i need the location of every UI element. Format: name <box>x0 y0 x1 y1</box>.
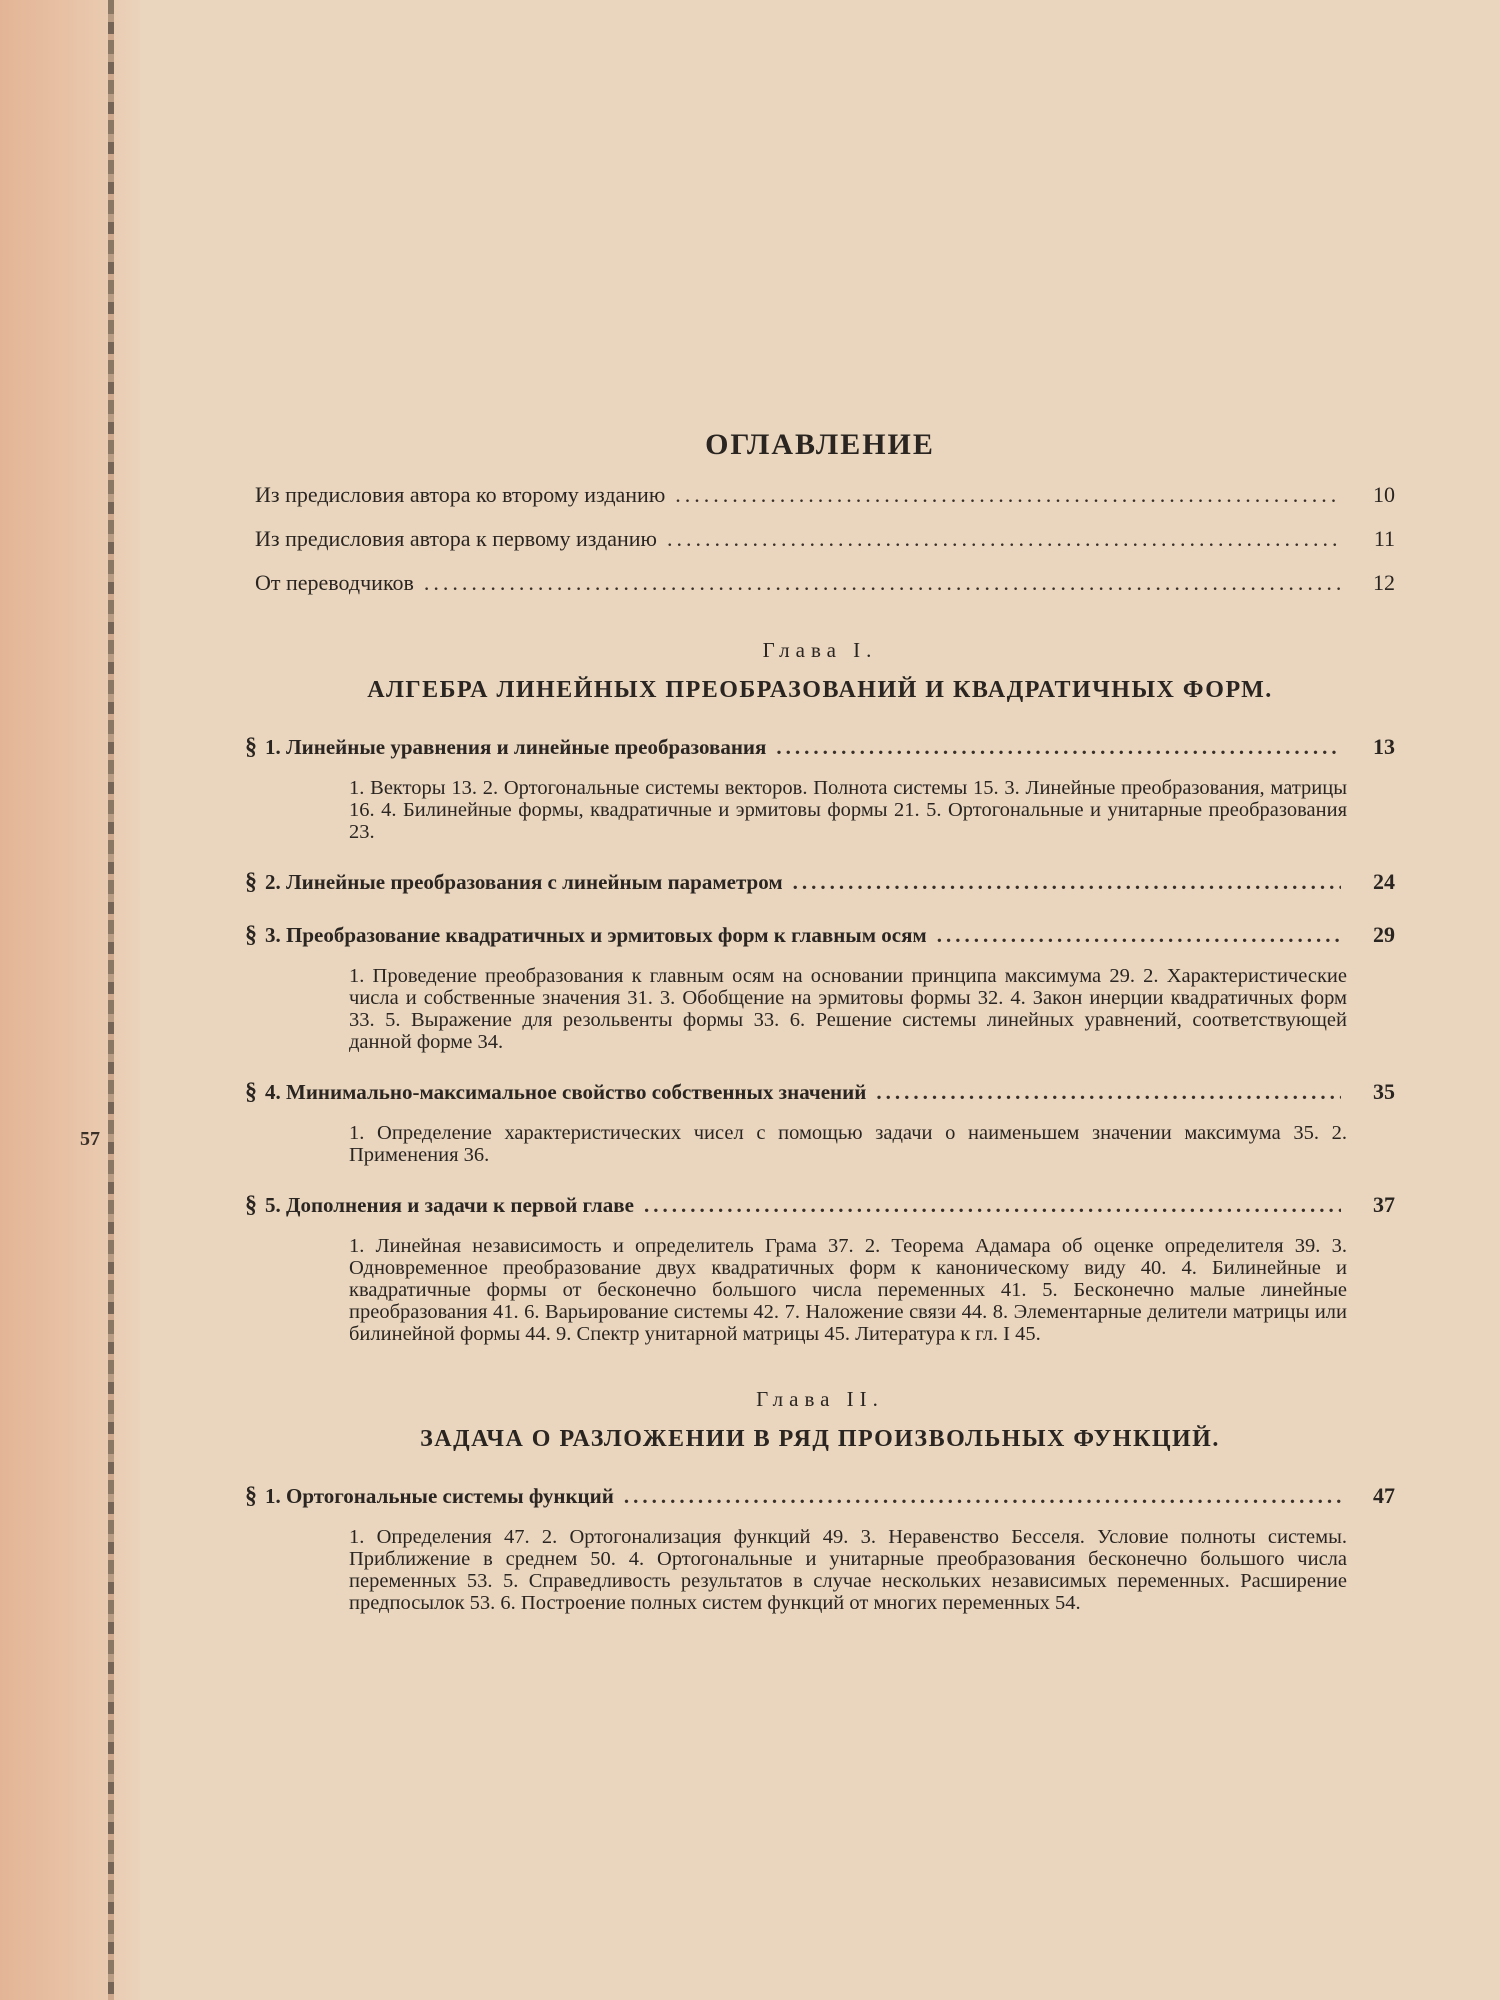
entry-label: Из предисловия автора к первому изданию <box>255 526 657 551</box>
table-of-contents <box>245 420 1395 1640</box>
dot-leader <box>624 1484 1341 1509</box>
section-page: 35 <box>1373 1079 1395 1104</box>
section-page: 47 <box>1373 1483 1395 1508</box>
section-summary: 1. Определение характеристических чисел с помощью задачи о наименьшем значении максимума 35. 2. Применения 36. <box>349 1122 1347 1166</box>
section-number: 5. <box>265 1193 281 1217</box>
section-summary: 1. Линейная независимость и определитель Грама 37. 2. Теорема Адамара об оценке определителя 39. 3. Одновременное преобразование двух квадратичных форм к каноническому виду 40. 4. Билинейные и квадратичные формы от бесконечно большого числа переменных 41. 5. Бесконечно малые линейные преобразования 41. 6. Варьирование системы 42. 7. Наложение связи 44. 8. Элементарные делители матрицы или билинейной формы 44. 9. Спектр унитарной матрицы 45. Литература к гл. I 45. <box>349 1235 1347 1345</box>
section-title: Минимально-максимальное свойство собственных значений <box>286 1080 867 1104</box>
section-summary: 1. Проведение преобразования к главным осям на основании принципа максимума 29. 2. Характеристические числа и собственные значения 31. 3. Обобщение на эрмитовы формы 32. 4. Закон инерции квадратичных форм 33. 5. Выражение для резольвенты формы 33. 6. Решение системы линейных уравнений, соответствующей данной форме 34. <box>349 965 1347 1053</box>
section-number: 1. <box>265 1484 281 1508</box>
dot-leader <box>937 923 1341 948</box>
section-sign-icon: § <box>245 1192 257 1218</box>
entry-label: Из предисловия автора ко второму изданию <box>255 482 666 507</box>
toc-entry-preface-2nd <box>255 482 1395 508</box>
chapter-title: АЛГЕБРА ЛИНЕЙНЫХ ПРЕОБРАЗОВАНИЙ И КВАДРАТИЧНЫХ ФОРМ. <box>367 677 1273 703</box>
toc-entry-preface-1st <box>255 526 1395 552</box>
section-sign-icon: § <box>245 869 257 895</box>
section-1-1 <box>245 734 1395 843</box>
section-title: Дополнения и задачи к первой главе <box>286 1193 634 1217</box>
dot-leader <box>675 482 1341 508</box>
chapter-title: ЗАДАЧА О РАЗЛОЖЕНИИ В РЯД ПРОИЗВОЛЬНЫХ ФУНКЦИЙ. <box>420 1426 1220 1452</box>
section-summary: 1. Определения 47. 2. Ортогонализация функций 49. 3. Неравенство Бесселя. Условие полноты системы. Приближение в среднем 50. 4. Ортогональные и унитарные преобразования бесконечно большого числа переменных 53. 5. Справедливость результатов в случае нескольких независимых переменных. Расширение предпосылок 53. 6. Построение полных систем функций от многих переменных 54. <box>349 1526 1347 1614</box>
entry-label: От переводчиков <box>255 570 414 595</box>
section-number: 4. <box>265 1080 281 1104</box>
entry-page: 10 <box>1373 482 1395 507</box>
entry-page: 12 <box>1373 570 1395 595</box>
section-title: Преобразование квадратичных и эрмитовых форм к главным осям <box>286 923 927 947</box>
entry-page: 11 <box>1373 526 1395 551</box>
section-sign-icon: § <box>245 734 257 760</box>
section-page: 37 <box>1373 1192 1395 1217</box>
dot-leader <box>644 1193 1341 1218</box>
page-title: ОГЛАВЛЕНИЕ <box>705 428 935 461</box>
chapter-label: Глава I. <box>762 638 878 662</box>
section-heading <box>245 1192 1395 1219</box>
section-heading <box>245 922 1395 949</box>
section-title: Ортогональные системы функций <box>286 1484 614 1508</box>
section-1-2 <box>245 869 1395 896</box>
section-number: 2. <box>265 870 281 894</box>
dot-leader <box>776 735 1341 760</box>
section-1-5 <box>245 1192 1395 1345</box>
section-heading <box>245 1079 1395 1106</box>
section-sign-icon: § <box>245 1483 257 1509</box>
section-number: 1. <box>265 735 281 759</box>
section-heading <box>245 734 1395 761</box>
dot-leader <box>876 1080 1341 1105</box>
section-sign-icon: § <box>245 1079 257 1105</box>
section-title: Линейные преобразования с линейным параметром <box>286 870 783 894</box>
section-title: Линейные уравнения и линейные преобразования <box>286 735 767 759</box>
page-edge <box>0 0 140 2000</box>
section-page: 24 <box>1373 869 1395 894</box>
section-summary: 1. Векторы 13. 2. Ортогональные системы векторов. Полнота системы 15. 3. Линейные преобразования, матрицы 16. 4. Билинейные формы, квадратичные и эрмитовы формы 21. 5. Ортогональные и унитарные преобразования 23. <box>349 777 1347 843</box>
dot-leader <box>424 570 1341 596</box>
book-spine <box>108 0 114 2000</box>
toc-entry-translators <box>255 570 1395 596</box>
chapter-label: Глава II. <box>756 1387 884 1411</box>
dot-leader <box>793 870 1341 895</box>
section-heading <box>245 869 1395 896</box>
section-number: 3. <box>265 923 281 947</box>
dot-leader <box>667 526 1341 552</box>
section-1-3 <box>245 922 1395 1053</box>
section-1-4 <box>245 1079 1395 1166</box>
section-heading <box>245 1483 1395 1510</box>
margin-mark: 57 <box>80 1128 100 1150</box>
section-page: 29 <box>1373 922 1395 947</box>
section-sign-icon: § <box>245 922 257 948</box>
section-page: 13 <box>1373 734 1395 759</box>
section-2-1 <box>245 1483 1395 1614</box>
